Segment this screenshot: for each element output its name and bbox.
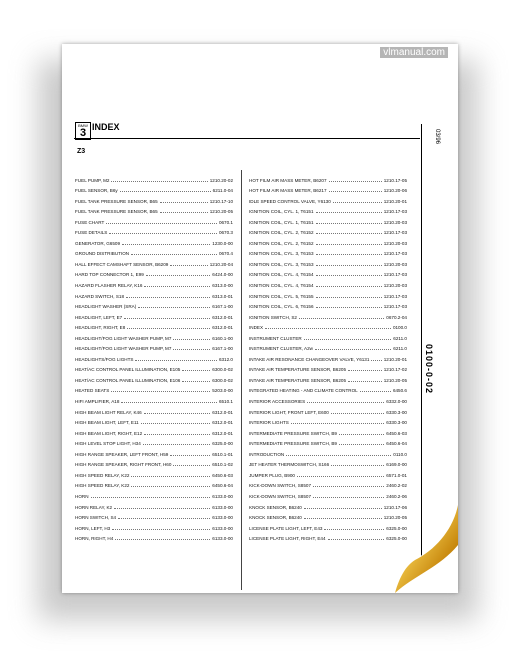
index-entry (75, 204, 233, 215)
entry-code: 6133.0-00 (212, 493, 233, 499)
entry-code: 1210.20-01 (383, 356, 407, 362)
entry-code: 6330.3-00 (386, 409, 407, 415)
entry-name: INTAKE AIR RESONANCE CHANGEOVER VALVE, Y6131 (249, 356, 370, 362)
entry-code: 6313.0-01 (212, 293, 233, 299)
entry-code: 6211.0-04 (212, 188, 233, 194)
leader-dots (299, 318, 384, 319)
entry-code: 6133.0-00 (212, 504, 233, 510)
index-entry (249, 193, 407, 204)
entry-name: IGNITION COIL, CYL. 4, T6154 (249, 272, 314, 278)
leader-dots (126, 297, 210, 298)
entry-name: HARD TOP CONNECTOR 1, E99 (75, 272, 144, 278)
entry-code: 0670.1 (218, 219, 233, 225)
entry-name: IGNITION COIL, CYL. 2, T6152 (249, 230, 314, 236)
entry-code: 6169.0-00 (386, 462, 407, 468)
entry-name: IDLE SPEED CONTROL VALVE, Y6130 (249, 198, 331, 204)
index-entry (249, 478, 407, 489)
entry-code: 1210.17-03 (383, 209, 407, 215)
index-entry (249, 172, 407, 183)
entry-name: HIGH SPEED RELAY, K22 (75, 472, 130, 478)
leader-dots (182, 381, 210, 382)
index-entry (75, 172, 233, 183)
index-entry (249, 267, 407, 278)
index-entry (249, 446, 407, 457)
page-title: INDEX (92, 122, 120, 132)
index-entry (75, 225, 233, 236)
leader-dots (304, 518, 382, 519)
index-entry (75, 372, 233, 383)
leader-dots (316, 233, 382, 234)
index-entry (249, 372, 407, 383)
entry-name: KNOCK SENSOR, B6240 (249, 504, 302, 510)
leader-dots (304, 508, 382, 509)
entry-code: 1210.20-03 (383, 219, 407, 225)
leader-dots (339, 434, 384, 435)
entry-code: 6312.0-01 (212, 325, 233, 331)
leader-dots (265, 328, 391, 329)
index-entry (75, 330, 233, 341)
entry-name: IGNITION COIL, CYL. 6, T6156 (249, 304, 314, 310)
entry-name: HIGH LEVEL STOP LIGHT, H34 (75, 441, 141, 447)
entry-code: 1210.20-02 (209, 177, 233, 183)
entry-code: 6300.0-02 (212, 367, 233, 373)
index-entry (249, 288, 407, 299)
leader-dots (160, 212, 208, 213)
entry-code: 6211.0 (393, 346, 407, 352)
entry-code: 6312.0 (218, 356, 233, 362)
index-entry (75, 214, 233, 225)
entry-code: 6133.0-00 (212, 525, 233, 531)
leader-dots (316, 254, 382, 255)
entry-name: HIGH RANGE SPEAKER, LEFT FRONT, H59 (75, 451, 169, 457)
entry-code: 2460.2-02 (386, 483, 407, 489)
entry-name: IGNITION COIL, CYL. 2, T6152 (249, 240, 314, 246)
leader-dots (109, 233, 217, 234)
entry-name: KNOCK SENSOR, B6240 (249, 515, 302, 521)
entry-name: HEADLIGHT WASHER (SRA) (75, 304, 137, 310)
index-entry (75, 246, 233, 257)
column-divider (241, 170, 242, 590)
entry-name: KICK-DOWN SWITCH, S8507 (249, 493, 312, 499)
entry-code: 6211.0 (393, 335, 407, 341)
leader-dots (135, 360, 216, 361)
index-entry (249, 330, 407, 341)
index-entry (249, 404, 407, 415)
entry-code: 1210.17-03 (383, 304, 407, 310)
entry-name: HEAT/AC CONTROL PANEL ILLUMINATION, E105 (75, 367, 181, 373)
entry-code: 0670.2-04 (386, 314, 407, 320)
entry-name: LICENSE PLATE LIGHT, RIGHT, E44 (249, 536, 326, 542)
index-entry (249, 510, 407, 521)
leader-dots (313, 497, 384, 498)
entry-code: 6312.0-01 (212, 420, 233, 426)
entry-name: HEAT/AC CONTROL PANEL ILLUMINATION, E106 (75, 377, 181, 383)
leader-dots (331, 413, 384, 414)
leader-dots (316, 244, 382, 245)
entry-name: INTERIOR LIGHT, FRONT LEFT, E600 (249, 409, 329, 415)
leader-dots (316, 307, 382, 308)
index-entry (75, 256, 233, 267)
leader-dots (333, 202, 382, 203)
entry-code: 1210.17-05 (383, 177, 407, 183)
entry-name: HEADLIGHTS/FOG LIGHTS (75, 356, 134, 362)
leader-dots (316, 265, 382, 266)
leader-dots (313, 486, 384, 487)
entry-name: IGNITION COIL, CYL. 5, T6155 (249, 293, 314, 299)
index-entry (75, 510, 233, 521)
leader-dots (144, 286, 210, 287)
entry-code: 1210.20-03 (383, 283, 407, 289)
index-entry (75, 488, 233, 499)
index-entry (249, 362, 407, 373)
entry-code: 5203.0-00 (212, 388, 233, 394)
leader-dots (291, 423, 384, 424)
entry-name: HIGH SPEED RELAY, K22 (75, 483, 130, 489)
leader-dots (331, 465, 384, 466)
entry-code: 6510.1-01 (212, 451, 233, 457)
index-entry (75, 425, 233, 436)
entry-name: IGNITION COIL, CYL. 3, T6153 (249, 251, 314, 257)
entry-name: INDEX (249, 325, 264, 331)
entry-name: HIFI AMPLIFIER, A18 (75, 399, 120, 405)
entry-code: 6332.0-00 (386, 399, 407, 405)
index-entry (249, 351, 407, 362)
entry-name: HEADLIGHT, LEFT, E7 (75, 314, 123, 320)
index-entry (75, 520, 233, 531)
leader-dots (329, 181, 382, 182)
entry-code: 6300.0-02 (212, 377, 233, 383)
index-entry (75, 404, 233, 415)
index-entry (75, 478, 233, 489)
entry-name: IGNITION SWITCH, S2 (249, 314, 297, 320)
entry-code: 1210.17-03 (383, 293, 407, 299)
index-entry (249, 204, 407, 215)
entry-code: 6510.1-02 (212, 462, 233, 468)
entry-name: HORN (75, 493, 89, 499)
index-entry (75, 277, 233, 288)
entry-code: 1210.20-03 (383, 240, 407, 246)
index-entry (75, 446, 233, 457)
watermark: vlmanual.com (380, 47, 448, 58)
entry-name: FUSE DETAILS (75, 230, 108, 236)
entry-name: HAZARD SWITCH, S18 (75, 293, 125, 299)
badge-brand: BMW (78, 123, 88, 128)
index-entry (75, 531, 233, 542)
entry-name: FUEL PUMP, M2 (75, 177, 110, 183)
entry-name: INSTRUMENT CLUSTER, A2w (249, 346, 313, 352)
index-entry (75, 457, 233, 468)
entry-code: 1210.17-03 (383, 230, 407, 236)
entry-code: 6571.0-01 (386, 472, 407, 478)
entry-name: IGNITION COIL, CYL. 1, T6151 (249, 209, 314, 215)
leader-dots (173, 465, 210, 466)
entry-name: GROUND DISTRIBUTION (75, 251, 130, 257)
leader-dots (122, 244, 210, 245)
entry-code: 0110.0 (393, 451, 407, 457)
entry-name: INTAKE AIR TEMPERATURE SENSOR, B6205 (249, 377, 347, 383)
index-entry (75, 341, 233, 352)
entry-code: 1210.20-05 (383, 515, 407, 521)
leader-dots (111, 181, 207, 182)
index-entry (75, 288, 233, 299)
entry-name: HORN, LEFT, H3 (75, 525, 111, 531)
leader-dots (131, 254, 217, 255)
entry-name: JUMPER PLUG, B900 (249, 472, 295, 478)
entry-code: 6325.0-00 (386, 525, 407, 531)
entry-name: HORN SWITCH, S4 (75, 515, 117, 521)
leader-dots (316, 275, 382, 276)
leader-dots (304, 339, 392, 340)
leader-dots (112, 529, 210, 530)
entry-code: 1210.20-04 (209, 261, 233, 267)
model-label: Z3 (77, 148, 86, 155)
index-entry (249, 425, 407, 436)
leader-dots (144, 434, 210, 435)
index-entry (75, 267, 233, 278)
leader-dots (144, 413, 211, 414)
index-entry (249, 235, 407, 246)
entry-code: 1210.20-03 (383, 261, 407, 267)
entry-name: INTEGRATED HEATING - AND CLIMATE CONTROL (249, 388, 358, 394)
leader-dots (114, 508, 210, 509)
leader-dots (131, 476, 210, 477)
leader-dots (307, 402, 384, 403)
entry-code: 6133.0-00 (212, 536, 233, 542)
page-curl-icon (395, 505, 465, 595)
entry-code: 6167.1-00 (212, 346, 233, 352)
entry-name: HORN RELAY, K2 (75, 504, 113, 510)
entry-name: HEADLIGHT/FOG LIGHT WASHER PUMP, M7 (75, 346, 172, 352)
index-entry (75, 467, 233, 478)
index-entry (249, 488, 407, 499)
entry-code: 1210.17-03 (383, 251, 407, 257)
leader-dots (339, 444, 384, 445)
entry-name: JET HEATER THERMOSWITCH, S166 (249, 462, 330, 468)
index-entry (75, 309, 233, 320)
entry-name: HOT FILM AIR MASS METER, B6217 (249, 188, 327, 194)
entry-code: 0670.3 (218, 230, 233, 236)
index-entry (75, 362, 233, 373)
entry-name: HEADLIGHT/FOG LIGHT WASHER PUMP, M7 (75, 335, 172, 341)
index-entry (249, 531, 407, 542)
index-entry (75, 499, 233, 510)
entry-name: HIGH BEAM LIGHT, LEFT, E11 (75, 420, 139, 426)
entry-name: HALL EFFECT CAMSHAFT SENSOR, B6209 (75, 261, 169, 267)
leader-dots (141, 423, 211, 424)
entry-code: 6312.0-01 (212, 409, 233, 415)
entry-code: 1210.20-06 (383, 188, 407, 194)
leader-dots (121, 402, 217, 403)
leader-dots (127, 328, 210, 329)
index-entry (249, 214, 407, 225)
entry-name: FUEL TANK PRESSURE SENSOR, B65 (75, 209, 158, 215)
leader-dots (348, 381, 382, 382)
index-entry (249, 436, 407, 447)
entry-code: 1210.20-05 (209, 209, 233, 215)
entry-code: 6450.6-04 (386, 441, 407, 447)
entry-code: 1210.20-01 (383, 198, 407, 204)
leader-dots (111, 391, 210, 392)
index-entry (249, 309, 407, 320)
leader-dots (106, 223, 217, 224)
leader-dots (182, 370, 210, 371)
entry-code: 0100.0 (392, 325, 407, 331)
index-entry (249, 520, 407, 531)
index-entry (75, 183, 233, 194)
leader-dots (297, 476, 384, 477)
entry-code: 6450.6-03 (212, 472, 233, 478)
leader-dots (143, 444, 211, 445)
index-entry (249, 277, 407, 288)
index-entry (249, 246, 407, 257)
entry-code: 1210.20-05 (383, 377, 407, 383)
entry-name: HORN, RIGHT, H4 (75, 536, 114, 542)
entry-code: 6133.0-00 (212, 515, 233, 521)
entry-name: INTERMEDIATE PRESSURE SWITCH, B9 (249, 430, 337, 436)
leader-dots (324, 529, 384, 530)
leader-dots (146, 275, 210, 276)
index-entry (249, 499, 407, 510)
entry-name: HIGH BEAM LIGHT, RIGHT, E12 (75, 430, 143, 436)
entry-name: FUEL SENSOR, B6y (75, 188, 118, 194)
index-entry (249, 383, 407, 394)
leader-dots (316, 223, 382, 224)
entry-code: 1210.17-06 (383, 504, 407, 510)
entry-name: INTERMEDIATE PRESSURE SWITCH, B9 (249, 441, 337, 447)
entry-code: 6167.1-00 (212, 304, 233, 310)
entry-name: INTRODUCTION (249, 451, 285, 457)
index-column-right (249, 172, 407, 541)
leader-dots (348, 370, 382, 371)
entry-code: 1230.0-00 (212, 240, 233, 246)
index-entry (249, 341, 407, 352)
index-entry (249, 225, 407, 236)
entry-name: HIGH RANGE SPEAKER, RIGHT FRONT, H60 (75, 462, 172, 468)
entry-name: IGNITION COIL, CYL. 1, T6151 (249, 219, 314, 225)
index-entry (75, 235, 233, 246)
index-entry (75, 320, 233, 331)
entry-name: HEATED SEATS (75, 388, 110, 394)
index-entry (249, 299, 407, 310)
header-rule (74, 138, 420, 139)
entry-name: GENERATOR, G6509 (75, 240, 121, 246)
entry-code: 6313.0-00 (212, 283, 233, 289)
leader-dots (120, 191, 211, 192)
entry-name: INTERIOR LIGHTS (249, 420, 289, 426)
leader-dots (160, 202, 208, 203)
leader-dots (170, 455, 210, 456)
entry-name: INTAKE AIR TEMPERATURE SENSOR, B6205 (249, 367, 347, 373)
entry-name: FUEL TANK PRESSURE SENSOR, B65 (75, 198, 158, 204)
index-entry (249, 320, 407, 331)
entry-code: 0670.4 (218, 251, 233, 257)
entry-name: LICENSE PLATE LIGHT, LEFT, E43 (249, 525, 323, 531)
index-entry (75, 436, 233, 447)
index-entry (249, 467, 407, 478)
index-entry (249, 393, 407, 404)
entry-name: FUSE CHART (75, 219, 105, 225)
index-entry (75, 193, 233, 204)
leader-dots (124, 318, 210, 319)
leader-dots (138, 307, 210, 308)
entry-code: 1210.17-03 (383, 272, 407, 278)
leader-dots (316, 286, 382, 287)
date-code: 03/96 (434, 128, 440, 144)
leader-dots (115, 539, 210, 540)
leader-dots (329, 191, 382, 192)
leader-dots (371, 360, 381, 361)
leader-dots (118, 518, 210, 519)
entry-code: 1210.17-10 (209, 198, 233, 204)
entry-name: IGNITION COIL, CYL. 3, T6153 (249, 261, 314, 267)
index-entry (249, 457, 407, 468)
entry-name: INTERIOR ACCESSORIES (249, 399, 306, 405)
entry-code: 2460.2-06 (386, 493, 407, 499)
leader-dots (328, 539, 385, 540)
entry-code: 6325.0-00 (386, 536, 407, 542)
leader-dots (91, 497, 211, 498)
entry-name: HEADLIGHT, RIGHT, E8 (75, 325, 126, 331)
entry-code: 6424.0-00 (212, 272, 233, 278)
entry-code: 6450.6-04 (212, 483, 233, 489)
index-entry (75, 351, 233, 362)
leader-dots (316, 212, 382, 213)
index-entry (75, 299, 233, 310)
leader-dots (170, 265, 207, 266)
index-column-left (75, 172, 233, 541)
entry-code: 6325.0-00 (212, 441, 233, 447)
entry-name: HOT FILM AIR MASS METER, B6207 (249, 177, 327, 183)
leader-dots (316, 297, 382, 298)
entry-name: IGNITION COIL, CYL. 4, T6154 (249, 283, 314, 289)
leader-dots (286, 455, 391, 456)
leader-dots (315, 349, 391, 350)
index-entry (249, 183, 407, 194)
entry-name: HIGH BEAM LIGHT RELAY, K46 (75, 409, 142, 415)
index-entry (75, 383, 233, 394)
leader-dots (131, 486, 210, 487)
leader-dots (173, 339, 210, 340)
entry-code: 6312.0-01 (212, 430, 233, 436)
entry-name: KICK-DOWN SWITCH, S8507 (249, 483, 312, 489)
entry-code: 6312.0-01 (212, 314, 233, 320)
entry-name: INSTRUMENT CLUSTER (249, 335, 302, 341)
leader-dots (173, 349, 210, 350)
index-entry (75, 415, 233, 426)
entry-code: 1210.17-02 (383, 367, 407, 373)
entry-name: HAZARD FLASHER RELAY, K16 (75, 283, 143, 289)
index-entry (249, 415, 407, 426)
index-entry (75, 393, 233, 404)
entry-code: 6160.1-00 (212, 335, 233, 341)
leader-dots (360, 391, 391, 392)
entry-code: 6450.6-03 (386, 430, 407, 436)
entry-code: 6330.3-00 (386, 420, 407, 426)
entry-code: 6510.1 (218, 399, 233, 405)
badge-number: 3 (79, 127, 87, 139)
index-entry (249, 256, 407, 267)
entry-code: 6450.6 (392, 388, 407, 394)
document-code: 0100-0-02 (423, 343, 434, 395)
